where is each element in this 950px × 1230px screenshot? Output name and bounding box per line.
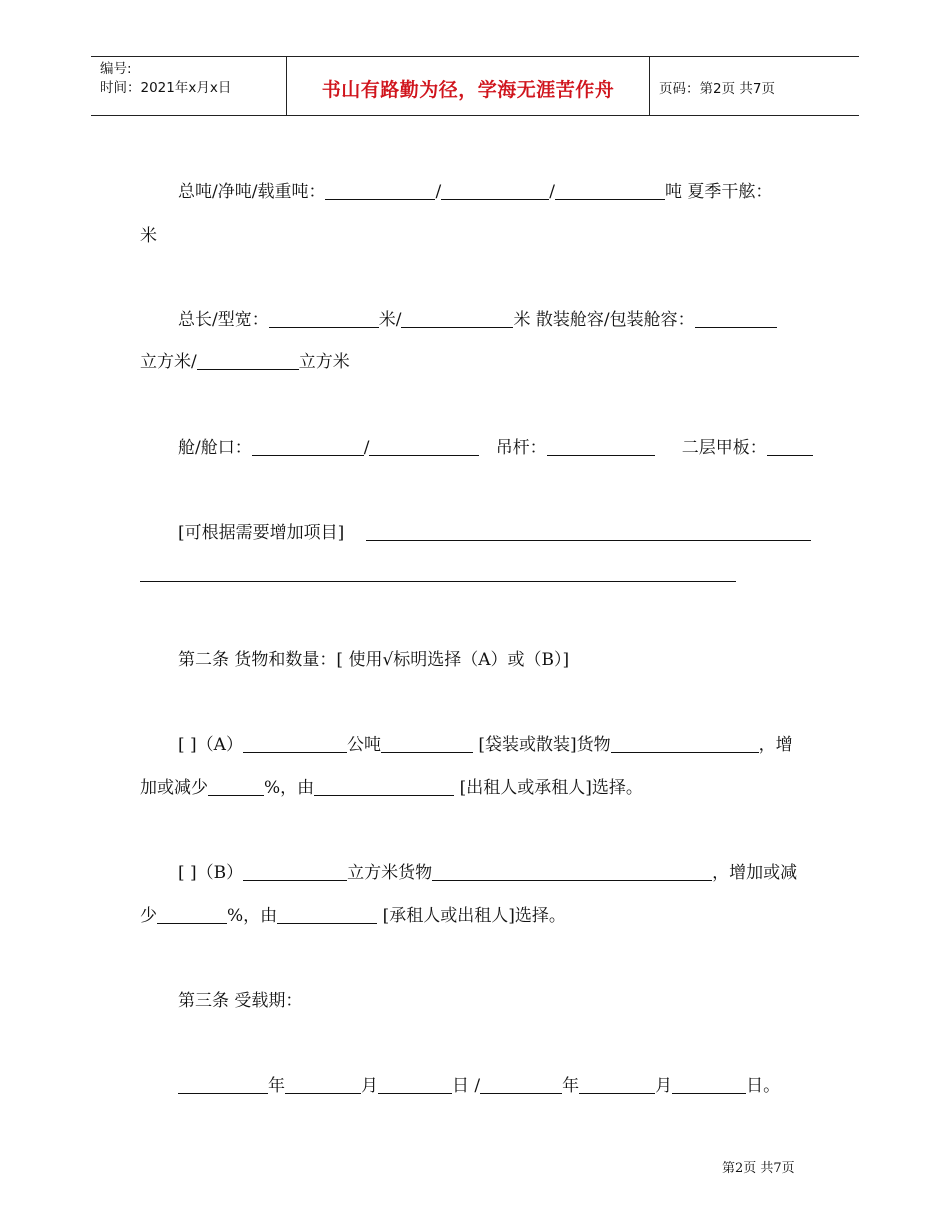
article-2-heading: 第二条 货物和数量：[ 使用√标明选择（A）或（B）] (178, 650, 570, 670)
day-to-blank[interactable] (672, 1077, 746, 1094)
option-b-prefix: [ ]（B） (178, 863, 244, 883)
chooser-b-blank[interactable] (277, 907, 377, 924)
meter-slash: 米/ (378, 310, 402, 330)
header-meta (100, 60, 231, 98)
comma-increase: ，增 (758, 735, 793, 755)
cargo-a-blank[interactable] (611, 736, 759, 753)
metric-ton-blank[interactable] (243, 736, 347, 753)
slash: / (363, 438, 370, 458)
decrease-label: 少 (140, 906, 157, 926)
time-label: 时间：2021年x月x日 (100, 80, 232, 96)
percent-by: %，由 (264, 778, 315, 798)
summer-freeboard-label: 夏季干舷： (687, 182, 773, 202)
comma-increase-decrease: ，增加或减 (712, 863, 798, 883)
breadth-blank[interactable] (401, 311, 513, 328)
holds-blank[interactable] (252, 439, 364, 456)
chooser-a-blank[interactable] (314, 779, 454, 796)
tonnage-label: 总吨/净吨/载重吨： (178, 182, 326, 202)
slash: / (549, 182, 555, 202)
length-line (178, 309, 777, 331)
laycan-line (178, 1075, 780, 1097)
day-slash: 日 / (452, 1076, 481, 1096)
additional-items-blank-2[interactable] (140, 581, 736, 582)
header-motto: 书山有路勤为径，学海无涯苦作舟 (321, 79, 615, 101)
cubic-meter: 立方米 (298, 352, 350, 372)
meter-word: 米 (140, 226, 157, 246)
derrick-blank[interactable] (547, 439, 655, 456)
year-to-blank[interactable] (480, 1077, 562, 1094)
deadweight-blank[interactable] (555, 183, 665, 200)
option-a-line-cont (140, 777, 643, 799)
day-from-blank[interactable] (378, 1077, 452, 1094)
percent-a-blank[interactable] (208, 779, 264, 796)
year-label: 年 (268, 1076, 285, 1096)
derrick-label: 吊杆： (495, 438, 547, 458)
add-items-label: [可根据需要增加项目] (178, 523, 345, 543)
increase-decrease-label: 加或减少 (140, 778, 208, 798)
option-b-line (178, 862, 797, 884)
year-label: 年 (562, 1076, 580, 1096)
hatches-blank[interactable] (369, 439, 479, 456)
capacity-label: 散装舱容/包装舱容： (535, 310, 695, 330)
metric-ton-label: 公吨 (346, 735, 381, 755)
grain-capacity-blank[interactable] (197, 353, 299, 370)
cubic-cargo-label: 立方米货物 (347, 863, 433, 883)
header-page-info: 页码：第2页 共7页 (659, 81, 775, 97)
page-footer: 第2页 共7页 (722, 1161, 795, 1176)
tweendeck-label: 二层甲板： (681, 438, 767, 458)
length-label: 总长/型宽： (178, 310, 269, 330)
year-from-blank[interactable] (178, 1077, 268, 1094)
additional-items-line (178, 522, 344, 544)
cubic-blank[interactable] (243, 864, 347, 881)
length-blank[interactable] (269, 311, 379, 328)
option-a-line (178, 734, 793, 756)
hatch-label: 舱/舱口： (178, 438, 252, 458)
meter-unit: 米 (513, 310, 531, 330)
month-from-blank[interactable] (285, 1077, 361, 1094)
option-a-prefix: [ ]（A） (178, 735, 243, 755)
ton-unit: 吨 (664, 182, 682, 202)
tonnage-line (178, 181, 772, 203)
charterer-or-owner: [承租人或出租人]选择。 (382, 906, 566, 926)
bag-or-bulk-label: [袋装或散装]货物 (478, 735, 611, 755)
serial-number-label: 编号: (100, 61, 132, 77)
day-end: 日。 (746, 1076, 781, 1096)
capacity-line-cont (140, 351, 350, 373)
net-tonnage-blank[interactable] (441, 183, 549, 200)
packing-blank[interactable] (381, 736, 473, 753)
gross-tonnage-blank[interactable] (325, 183, 435, 200)
month-label: 月 (655, 1076, 673, 1096)
tweendeck-blank[interactable] (767, 439, 813, 456)
cubic-slash: 立方米/ (140, 352, 197, 372)
percent-b-blank[interactable] (157, 907, 227, 924)
option-b-line-cont (140, 905, 566, 927)
owner-or-charterer: [出租人或承租人]选择。 (459, 778, 643, 798)
slash: / (435, 182, 442, 202)
percent-by: %，由 (227, 906, 278, 926)
article-3-heading: 第三条 受载期： (178, 991, 303, 1011)
bale-capacity-blank[interactable] (695, 311, 777, 328)
month-label: 月 (361, 1076, 378, 1096)
page-header (91, 56, 859, 116)
header-divider (649, 57, 650, 115)
cargo-b-blank[interactable] (432, 864, 712, 881)
hatch-line (178, 437, 813, 459)
additional-items-blank[interactable] (366, 540, 811, 541)
month-to-blank[interactable] (579, 1077, 655, 1094)
